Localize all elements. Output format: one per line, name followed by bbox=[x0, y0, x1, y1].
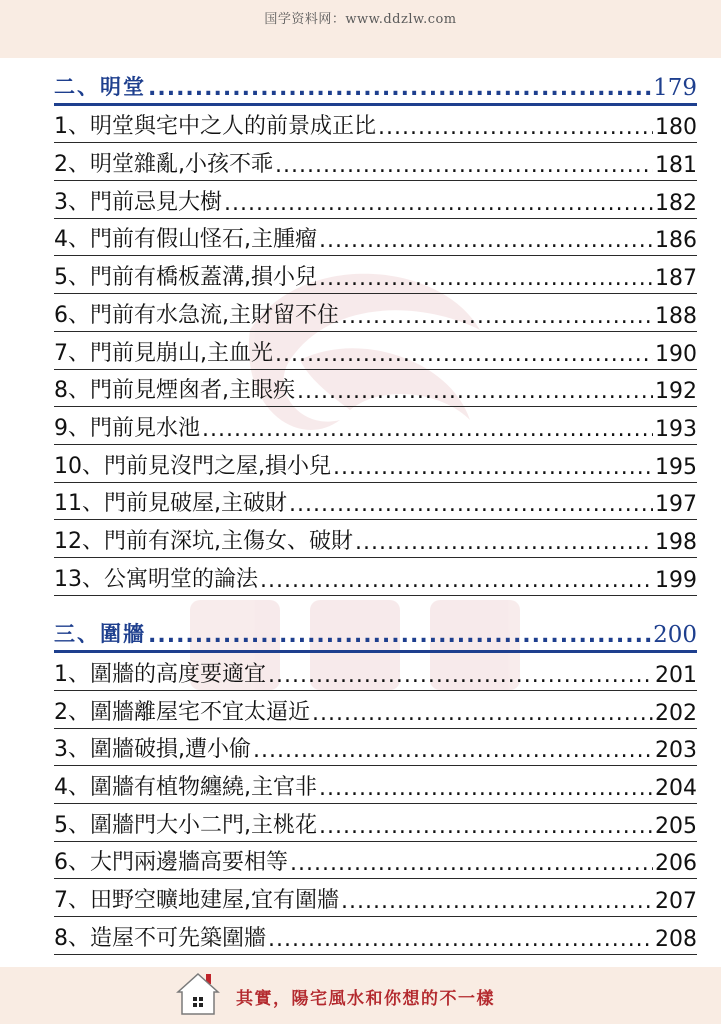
dot-leader bbox=[148, 76, 651, 101]
table-of-contents bbox=[54, 68, 697, 955]
toc-entry[interactable] bbox=[54, 804, 697, 842]
toc-entry[interactable] bbox=[54, 842, 697, 880]
section-title: 三、圍牆 bbox=[54, 621, 146, 647]
entry-title: 12、門前有深坑,主傷女、破財 bbox=[54, 528, 353, 554]
dot-leader bbox=[319, 776, 653, 801]
toc-entry[interactable] bbox=[54, 332, 697, 370]
entry-title: 6、門前有水急流,主財留不住 bbox=[54, 302, 339, 328]
dot-leader bbox=[260, 568, 653, 593]
entry-title: 5、門前有橋板蓋溝,損小兒 bbox=[54, 265, 317, 291]
entry-title: 10、門前見沒門之屋,損小兒 bbox=[54, 453, 331, 479]
toc-entry[interactable] bbox=[54, 691, 697, 729]
dot-leader bbox=[341, 889, 653, 914]
section-page-number: 179 bbox=[653, 74, 697, 101]
entry-title: 6、大門兩邊牆高要相等 bbox=[54, 850, 288, 876]
entry-page-number: 201 bbox=[655, 663, 697, 688]
entry-page-number: 203 bbox=[655, 738, 697, 764]
dot-leader bbox=[319, 814, 653, 839]
entry-page-number: 204 bbox=[655, 776, 697, 802]
footer-slogan: 其實，陽宅風水和你想的不一樣 bbox=[236, 989, 495, 1009]
entry-page-number: 197 bbox=[655, 492, 697, 518]
toc-section-heading[interactable] bbox=[54, 616, 697, 654]
dot-leader bbox=[341, 304, 653, 329]
toc-entry[interactable] bbox=[54, 766, 697, 804]
entry-page-number: 198 bbox=[655, 529, 697, 555]
house-icon bbox=[176, 970, 220, 1018]
toc-entry[interactable] bbox=[54, 879, 697, 917]
dot-leader bbox=[224, 191, 653, 216]
entry-page-number: 188 bbox=[655, 303, 697, 329]
entry-title: 2、圍牆離屋宅不宜太逼近 bbox=[54, 699, 310, 725]
toc-entry[interactable] bbox=[54, 106, 697, 144]
entry-page-number: 193 bbox=[655, 416, 697, 442]
section-gap bbox=[54, 596, 697, 616]
dot-leader bbox=[319, 228, 653, 253]
entry-page-number: 202 bbox=[655, 700, 697, 726]
toc-entry[interactable] bbox=[54, 483, 697, 521]
entry-page-number: 208 bbox=[655, 926, 697, 952]
dot-leader bbox=[268, 663, 653, 688]
dot-leader bbox=[202, 417, 653, 442]
header-band bbox=[0, 0, 721, 58]
dot-leader bbox=[289, 492, 653, 517]
toc-entry[interactable] bbox=[54, 294, 697, 332]
entry-title: 4、圍牆有植物纏繞,主官非 bbox=[54, 775, 317, 801]
entry-title: 2、明堂雜亂,小孩不乖 bbox=[54, 152, 273, 178]
toc-entry[interactable] bbox=[54, 181, 697, 219]
entry-page-number: 190 bbox=[655, 341, 697, 367]
entry-title: 11、門前見破屋,主破財 bbox=[54, 491, 287, 517]
dot-leader bbox=[355, 530, 653, 555]
toc-entry[interactable] bbox=[54, 143, 697, 181]
entry-title: 9、門前見水池 bbox=[54, 415, 200, 441]
toc-entry[interactable] bbox=[54, 370, 697, 408]
entry-title: 8、造屋不可先築圍牆 bbox=[54, 925, 266, 951]
toc-entry[interactable] bbox=[54, 729, 697, 767]
entry-page-number: 207 bbox=[655, 889, 697, 915]
entry-title: 5、圍牆門大小二門,主桃花 bbox=[54, 812, 317, 838]
dot-leader bbox=[253, 738, 653, 763]
dot-leader bbox=[275, 342, 653, 367]
entry-page-number: 199 bbox=[655, 567, 697, 593]
entry-page-number: 206 bbox=[655, 851, 697, 877]
entry-title: 8、門前見煙囪者,主眼疾 bbox=[54, 378, 295, 404]
dot-leader bbox=[290, 851, 653, 876]
toc-entry[interactable] bbox=[54, 520, 697, 558]
entry-title: 1、圍牆的高度要適宜 bbox=[54, 662, 266, 687]
dot-leader bbox=[297, 379, 653, 404]
entry-title: 13、公寓明堂的論法 bbox=[54, 566, 258, 592]
entry-page-number: 180 bbox=[655, 115, 697, 141]
entry-title: 3、門前忌見大樹 bbox=[54, 189, 222, 215]
toc-entry[interactable] bbox=[54, 917, 697, 955]
section-page-number: 200 bbox=[653, 622, 697, 649]
entry-page-number: 181 bbox=[655, 153, 697, 179]
dot-leader bbox=[268, 927, 653, 952]
entry-page-number: 205 bbox=[655, 813, 697, 839]
dot-leader bbox=[319, 266, 653, 291]
entry-page-number: 192 bbox=[655, 379, 697, 405]
dot-leader bbox=[312, 701, 653, 726]
toc-entry[interactable] bbox=[54, 219, 697, 257]
toc-entry[interactable] bbox=[54, 407, 697, 445]
section-title: 二、明堂 bbox=[54, 73, 146, 99]
entry-page-number: 182 bbox=[655, 190, 697, 216]
toc-section-heading[interactable] bbox=[54, 68, 697, 106]
toc-entry[interactable] bbox=[54, 256, 697, 294]
entry-page-number: 187 bbox=[655, 266, 697, 292]
entry-title: 3、圍牆破損,遭小偷 bbox=[54, 737, 251, 763]
toc-entry[interactable] bbox=[54, 653, 697, 691]
toc-entry[interactable] bbox=[54, 558, 697, 596]
entry-title: 4、門前有假山怪石,主腫瘤 bbox=[54, 227, 317, 253]
entry-title: 7、門前見崩山,主血光 bbox=[54, 340, 273, 366]
entry-page-number: 195 bbox=[655, 454, 697, 480]
dot-leader bbox=[333, 455, 653, 480]
entry-page-number: 186 bbox=[655, 228, 697, 254]
dot-leader bbox=[275, 153, 653, 178]
entry-title: 1、明堂與宅中之人的前景成正比 bbox=[54, 114, 376, 140]
site-url-text: 国学资料网：www.ddzlw.com bbox=[264, 12, 457, 27]
toc-entry[interactable] bbox=[54, 445, 697, 483]
dot-leader bbox=[378, 115, 653, 140]
entry-title: 7、田野空曠地建屋,宜有圍牆 bbox=[54, 888, 339, 914]
dot-leader bbox=[148, 623, 651, 648]
